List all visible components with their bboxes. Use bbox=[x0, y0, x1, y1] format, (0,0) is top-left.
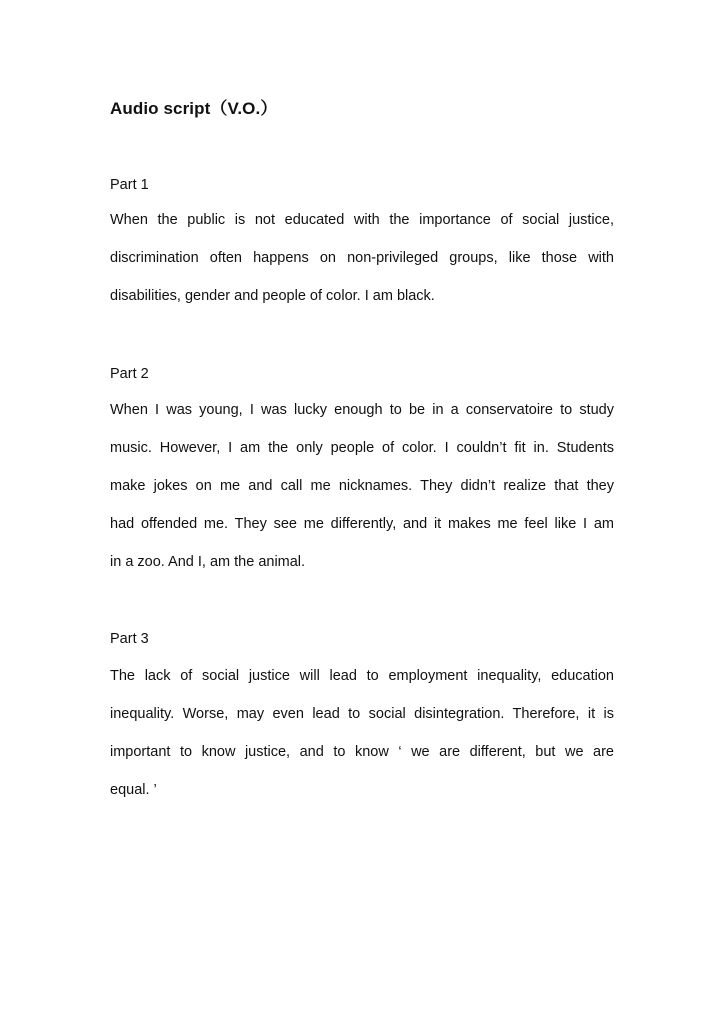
part-3-line: important to know justice, and to know ‘ we are different, but we are bbox=[110, 744, 614, 760]
part-1-line: When the public is not educated with the importance of social justice, bbox=[110, 212, 614, 228]
part-1-paragraph bbox=[110, 201, 614, 315]
part-2-line: music. However, I am the only people of color. I couldn’t fit in. Students bbox=[110, 440, 614, 456]
part-3-line: The lack of social justice will lead to employment inequality, education bbox=[110, 668, 614, 684]
part-1-heading: Part 1 bbox=[110, 177, 149, 193]
part-3-heading: Part 3 bbox=[110, 631, 149, 647]
part-2-line: in a zoo. And I, am the animal. bbox=[110, 554, 306, 570]
part-2-heading: Part 2 bbox=[110, 366, 149, 382]
part-2-line: When I was young, I was lucky enough to be in a conservatoire to study bbox=[110, 402, 614, 418]
part-3-paragraph bbox=[110, 657, 614, 809]
part-2-line: had offended me. They see me differently, and it makes me feel like I am bbox=[110, 516, 614, 532]
part-2-line: make jokes on me and call me nicknames. They didn’t realize that they bbox=[110, 478, 614, 494]
document-title: Audio script（V.O.） bbox=[110, 99, 278, 118]
part-1-line: disabilities, gender and people of color. I am black. bbox=[110, 288, 435, 304]
part-1-line: discrimination often happens on non-privileged groups, like those with bbox=[110, 250, 614, 266]
part-3-line: equal. ’ bbox=[110, 782, 157, 798]
part-2-paragraph bbox=[110, 391, 614, 581]
part-3-line: inequality. Worse, may even lead to social disintegration. Therefore, it is bbox=[110, 706, 614, 722]
